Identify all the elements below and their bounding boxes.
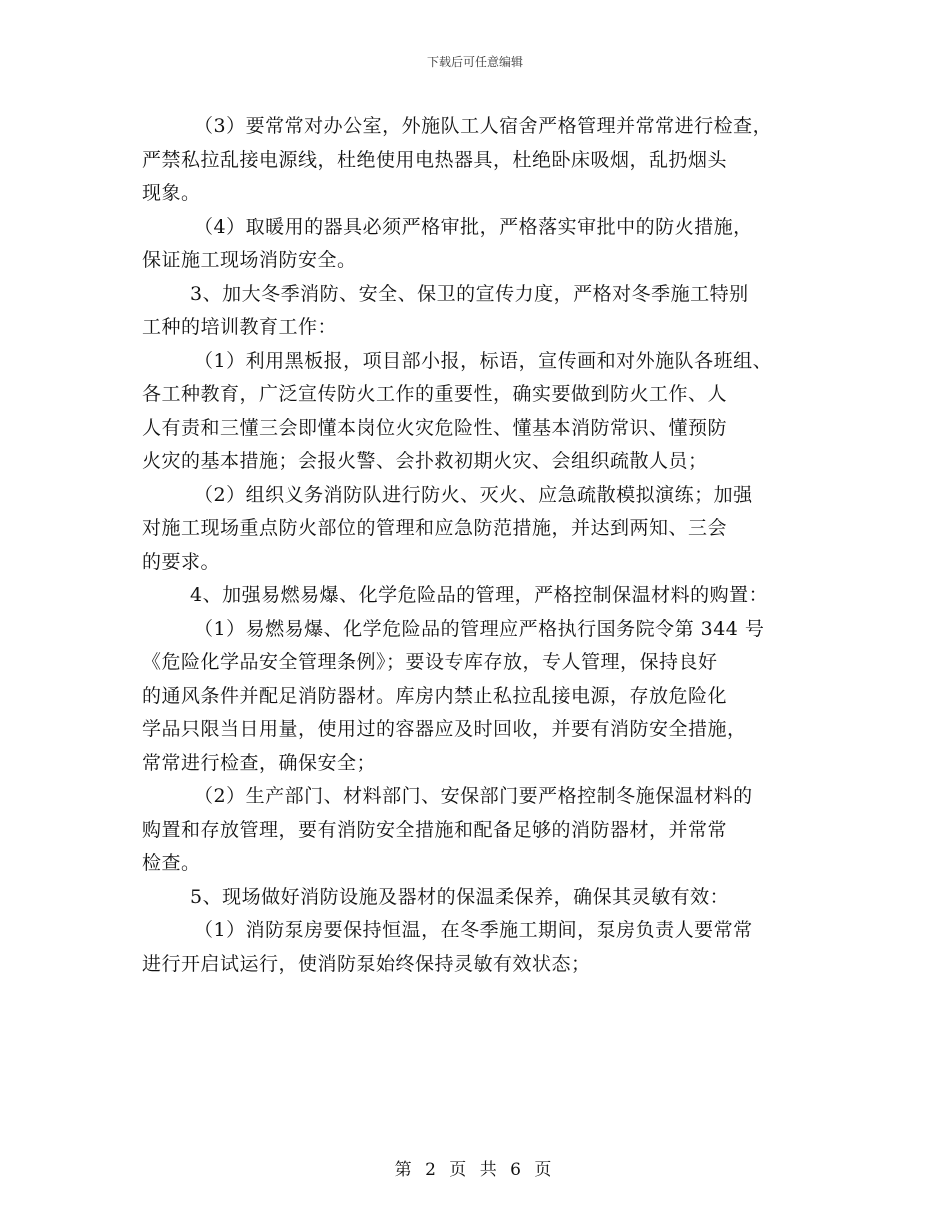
section-heading: 5、现场做好消防设施及器材的保温柔保养，确保其灵敏有效： [190, 885, 730, 908]
paragraph-line: （1）消防泵房要保持恒温，在冬季施工期间，泵房负责人要常常 [194, 919, 753, 941]
document-body [142, 110, 822, 981]
paragraph-line: 的通风条件并配足消防器材。库房内禁止私拉乱接电源，存放危险化 [142, 684, 728, 707]
page-footer: 第 2 页 共 6 页 [394, 1160, 556, 1180]
paragraph-line: 人有责和三懂三会即懂本岗位火灾危险性、懂基本消防常识、懂预防 [142, 416, 728, 439]
paragraph-line: 购置和存放管理，要有消防安全措施和配备足够的消防器材，并常常 [142, 818, 728, 841]
paragraph-line: （1）利用黑板报，项目部小报，标语，宣传画和对外施队各班组、 [194, 349, 773, 372]
paragraph-line: 工种的培训教育工作： [142, 316, 338, 338]
paragraph-line: 学品只限当日用量，使用过的容器应及时回收，并要有消防安全措施， [142, 718, 747, 740]
paragraph-line: （2）生产部门、材料部门、安保部门要严格控制冬施保温材料的 [194, 785, 753, 807]
paragraph-line: 火灾的基本措施；会报火警、会扑救初期火灾、会组织疏散人员； [142, 450, 708, 472]
paragraph-line: 各工种教育，广泛宣传防火工作的重要性，确实要做到防火工作、人 [142, 383, 728, 405]
page-header: 下载后可任意编辑 [426, 55, 523, 69]
paragraph-line: 严禁私拉乱接电源线，杜绝使用电热器具，杜绝卧床吸烟，乱扔烟头 [142, 148, 728, 171]
section-heading: 4、加强易燃易爆、化学危险品的管理，严格控制保温材料的购置： [190, 584, 769, 606]
paragraph-line: 对施工现场重点防火部位的管理和应急防范措施，并达到两知、三会 [142, 517, 728, 539]
section-heading: 3、加大冬季消防、安全、保卫的宣传力度，严格对冬季施工特别 [190, 282, 749, 305]
paragraph-line: 进行开启试运行，使消防泵始终保持灵敏有效状态； [142, 952, 591, 975]
paragraph-line: 常常进行检查，确保安全； [142, 751, 377, 774]
paragraph-line: （1）易燃易爆、化学危险品的管理应严格执行国务院令第 344 号 [194, 617, 765, 640]
paragraph-line: 《危险化学品安全管理条例》；要设专库存放，专人管理，保持良好 [142, 651, 718, 673]
paragraph-line: 现象。 [142, 182, 201, 204]
paragraph-line: （2）组织义务消防队进行防火、灭火、应急疏散模拟演练；加强 [194, 483, 753, 506]
paragraph-line: （3）要常常对办公室，外施队工人宿舍严格管理并常常进行检查， [194, 115, 773, 137]
paragraph-line: 保证施工现场消防安全。 [142, 249, 357, 271]
paragraph-line: （4）取暖用的器具必须严格审批，严格落实审批中的防火措施， [194, 215, 753, 238]
paragraph-line: 检查。 [142, 852, 201, 874]
paragraph-line: 的要求。 [142, 550, 221, 573]
